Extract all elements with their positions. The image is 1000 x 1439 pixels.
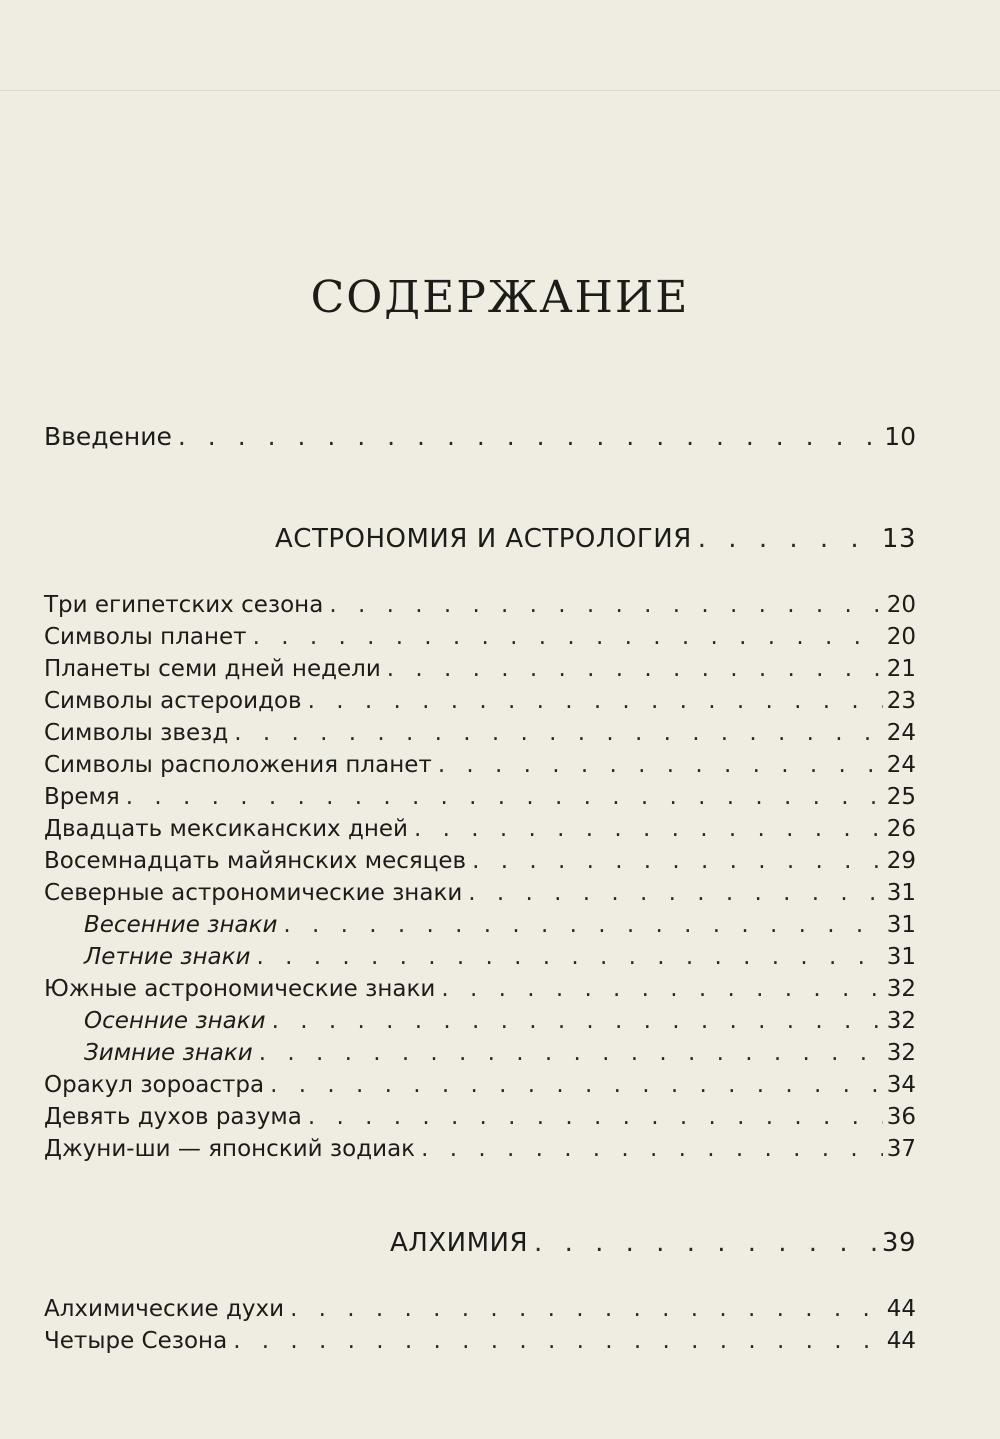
section-heading-page: 39 bbox=[881, 1228, 916, 1258]
toc-entry bbox=[44, 976, 916, 1002]
toc-entry-page: 32 bbox=[886, 1040, 916, 1066]
toc-entry bbox=[44, 1072, 916, 1098]
toc-entry-label: Введение bbox=[44, 422, 172, 451]
dot-leader bbox=[308, 688, 883, 714]
toc-entry bbox=[44, 880, 916, 906]
dot-leader bbox=[283, 912, 882, 938]
dot-leader bbox=[472, 848, 883, 874]
toc-entry-label: Летние знаки bbox=[84, 944, 251, 970]
toc-entry-page: 31 bbox=[886, 944, 916, 970]
toc-entry-page: 44 bbox=[886, 1296, 916, 1322]
toc-entry-label: Три египетских сезона bbox=[44, 592, 324, 618]
toc-entry bbox=[44, 1296, 916, 1322]
toc-entry-label: Оракул зороастра bbox=[44, 1072, 265, 1098]
toc-entry-page: 21 bbox=[886, 656, 916, 682]
toc-entry bbox=[44, 848, 916, 874]
toc-entry-label: Символы расположения планет bbox=[44, 752, 432, 778]
toc-entry-page: 24 bbox=[886, 720, 916, 746]
dot-leader bbox=[233, 1328, 883, 1354]
toc-entry bbox=[44, 656, 916, 682]
toc-entry-page: 24 bbox=[886, 752, 916, 778]
toc-entry-page: 10 bbox=[884, 422, 916, 451]
toc-entry-intro bbox=[44, 422, 916, 451]
toc-entry-label: Джуни-ши — японский зодиак bbox=[44, 1136, 416, 1162]
dot-leader bbox=[698, 524, 878, 554]
toc-entry-label: Осенние знаки bbox=[84, 1008, 266, 1034]
toc-section-heading bbox=[275, 524, 916, 554]
dot-leader bbox=[259, 1040, 883, 1066]
dot-leader bbox=[290, 1296, 883, 1322]
dot-leader bbox=[387, 656, 883, 682]
toc-entry-label: Восемнадцать майянских месяцев bbox=[44, 848, 467, 874]
toc-entry bbox=[44, 624, 916, 650]
section-heading-label: АЛХИМИЯ bbox=[390, 1228, 529, 1258]
toc-subentry bbox=[84, 944, 916, 970]
toc-entry-page: 20 bbox=[886, 624, 916, 650]
dot-leader bbox=[308, 1104, 883, 1130]
toc-entry bbox=[44, 688, 916, 714]
toc-entry-label: Весенние знаки bbox=[84, 912, 278, 938]
dot-leader bbox=[126, 784, 883, 810]
toc-entry bbox=[44, 1136, 916, 1162]
toc-entry-label: Символы планет bbox=[44, 624, 247, 650]
dot-leader bbox=[329, 592, 882, 618]
toc-entry-page: 37 bbox=[886, 1136, 916, 1162]
toc-entry-page: 44 bbox=[886, 1328, 916, 1354]
toc-entry-page: 31 bbox=[886, 880, 916, 906]
dot-leader bbox=[421, 1136, 883, 1162]
toc-entry-page: 26 bbox=[886, 816, 916, 842]
dot-leader bbox=[178, 422, 880, 451]
toc-entry-page: 32 bbox=[886, 976, 916, 1002]
toc-entry-label: Алхимические духи bbox=[44, 1296, 285, 1322]
toc-entry-label: Символы астероидов bbox=[44, 688, 302, 714]
dot-leader bbox=[438, 752, 883, 778]
toc-entry bbox=[44, 1104, 916, 1130]
toc-entry-page: 29 bbox=[886, 848, 916, 874]
dot-leader bbox=[534, 1228, 878, 1258]
toc-entry-label: Планеты семи дней недели bbox=[44, 656, 381, 682]
toc-entry-page: 34 bbox=[886, 1072, 916, 1098]
toc-entry bbox=[44, 816, 916, 842]
toc-entry-label: Северные астрономические знаки bbox=[44, 880, 463, 906]
toc-entry bbox=[44, 1328, 916, 1354]
toc-entry-page: 36 bbox=[886, 1104, 916, 1130]
toc-entry-page: 20 bbox=[886, 592, 916, 618]
toc-entry-page: 23 bbox=[886, 688, 916, 714]
toc-entry-label: Девять духов разума bbox=[44, 1104, 302, 1130]
toc-entry-label: Время bbox=[44, 784, 120, 810]
toc-subentry bbox=[84, 912, 916, 938]
toc-entry-label: Двадцать мексиканских дней bbox=[44, 816, 408, 842]
dot-leader bbox=[253, 624, 883, 650]
toc-entry-label: Зимние знаки bbox=[84, 1040, 253, 1066]
section-heading-page: 13 bbox=[881, 524, 916, 554]
toc-entry bbox=[44, 752, 916, 778]
toc-entry-page: 25 bbox=[886, 784, 916, 810]
toc-entry-label: Южные астрономические знаки bbox=[44, 976, 436, 1002]
toc-entry-page: 31 bbox=[886, 912, 916, 938]
dot-leader bbox=[468, 880, 882, 906]
dot-leader bbox=[257, 944, 883, 970]
page-title: СОДЕРЖАНИЕ bbox=[310, 272, 690, 323]
toc-entry bbox=[44, 592, 916, 618]
toc-subentry bbox=[84, 1008, 916, 1034]
running-header-rule bbox=[0, 60, 1000, 91]
dot-leader bbox=[272, 1008, 883, 1034]
toc-entry bbox=[44, 784, 916, 810]
dot-leader bbox=[234, 720, 882, 746]
toc-entry bbox=[44, 720, 916, 746]
toc-entry-label: Четыре Сезона bbox=[44, 1328, 228, 1354]
section-heading-label: АСТРОНОМИЯ И АСТРОЛОГИЯ bbox=[275, 524, 692, 554]
toc-entry-page: 32 bbox=[886, 1008, 916, 1034]
toc-section-heading bbox=[390, 1228, 916, 1258]
dot-leader bbox=[270, 1072, 883, 1098]
toc-entry-label: Символы звезд bbox=[44, 720, 229, 746]
dot-leader bbox=[414, 816, 883, 842]
dot-leader bbox=[441, 976, 882, 1002]
toc-subentry bbox=[84, 1040, 916, 1066]
